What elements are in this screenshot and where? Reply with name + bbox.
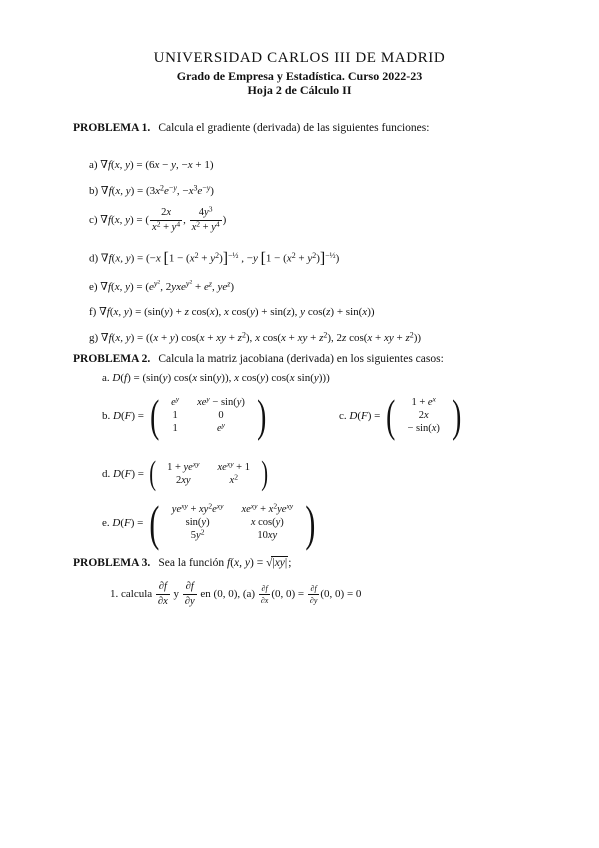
gradient-item-d: d) ∇f(x, y) = (−x $[1 - (x^2 + y^2)]^{-\frac{1}{2}}$ , −y $[1 - (x^2 + y^2)]^{-\frac{1}{2}}$): [89, 250, 340, 267]
problem-1-heading: [73, 122, 429, 134]
jacobian-item-e: e. D(F) = ( $ye^{xy} + xy^2e^{xy}$ $xe^{xy} + x^2ye^{xy}$ sin(y) x cos(y) $5y^2$ 10xy ): [102, 494, 316, 551]
gradient-item-g: g) ∇f(x, y) = ((x + y) cos(x + xy + $z^2$), x cos(x + xy + $z^2$), 2z cos(x + xy + $z^2$)): [89, 330, 422, 344]
problem-2-heading: [73, 353, 444, 365]
sheet-title: Hoja 2 de Cálculo II: [247, 83, 352, 97]
problem-2-label: PROBLEMA 2.: [73, 353, 151, 365]
jacobian-item-a: a. D(f) = (sin(y) cos(x sin(y)), x cos(y) cos(x sin(y))): [102, 372, 330, 384]
gradient-item-b: b) ∇f(x, $y) = (3x^2e^{-y}$, $-x^3e^{-y}$): [89, 183, 214, 197]
jacobian-item-c: c. D(F) = ( $1 + e^x$ 2x − sin(x) ): [339, 389, 462, 441]
problem-2-statement: Calcula la matriz jacobiana (derivada) en los siguientes casos:: [158, 353, 444, 365]
gradient-item-a: a) ∇f(x, y) = (6x − y, −x + 1): [89, 159, 214, 171]
problem-3-item-1: 1. calcula $\frac{\partial f}{\partial x}$ y $\frac{\partial f}{\partial y}$ en (0, 0), (a) $\frac{\partial f}{\partial x}$ (0, 0) = $\frac{\partial f}{\partial y}$ (0, 0) = 0: [110, 581, 362, 607]
degree-subtitle: Grado de Empresa y Estadística. Curso 2022-23: [176, 69, 423, 83]
problem-3-label: PROBLEMA 3.: [73, 557, 151, 569]
problem-1-statement: Calcula el gradiente (derivada) de las siguientes funciones:: [158, 122, 430, 134]
matrix-e: $ye^{xy} + xy^2e^{xy}$ $xe^{xy} + x^2ye^{xy}$ sin(y) x cos(y) $5y^2$ 10xy: [171, 501, 294, 541]
problem-1-label: PROBLEMA 1.: [73, 122, 151, 134]
university-title: UNIVERSIDAD CARLOS III DE MADRID: [153, 50, 446, 66]
jacobian-item-d: d. D(F) = ( $1 + ye^{xy}$ $xe^{xy} + 1$ 2xy $x^2$ ): [102, 455, 269, 492]
problem-3-heading: PROBLEMA 3. Sea la función f(x, y) = √|xy|;: [73, 557, 292, 569]
gradient-item-f: f) ∇f(x, y) = (sin(y) + z cos(x), x cos(y) + sin(z), y cos(z) + sin(x)): [89, 306, 375, 318]
matrix-c: $1 + e^x$ 2x − sin(x): [407, 394, 440, 434]
gradient-item-e: e) ∇f(x, $y) = (e^{y^2}$, $2yxe^{y^2} + e^z$, $ye^z$): [89, 279, 234, 293]
jacobian-item-b: b. D(F) = ( $e^y$ $xe^y - \sin(y)$ 1 0 1 $e^y$ ): [102, 389, 267, 441]
matrix-d: $1 + ye^{xy}$ $xe^{xy} + 1$ 2xy $x^2$: [167, 459, 250, 486]
problem-3-statement: Sea la función: [158, 557, 225, 569]
gradient-item-c: c) ∇f(x, y) = ( $\frac{2x}{x^2 + y^4}$ , $\frac{4y^3}{x^2 + y^4}$ ): [89, 204, 227, 233]
matrix-b: $e^y$ $xe^y - \sin(y)$ 1 0 1 $e^y$: [171, 394, 245, 434]
